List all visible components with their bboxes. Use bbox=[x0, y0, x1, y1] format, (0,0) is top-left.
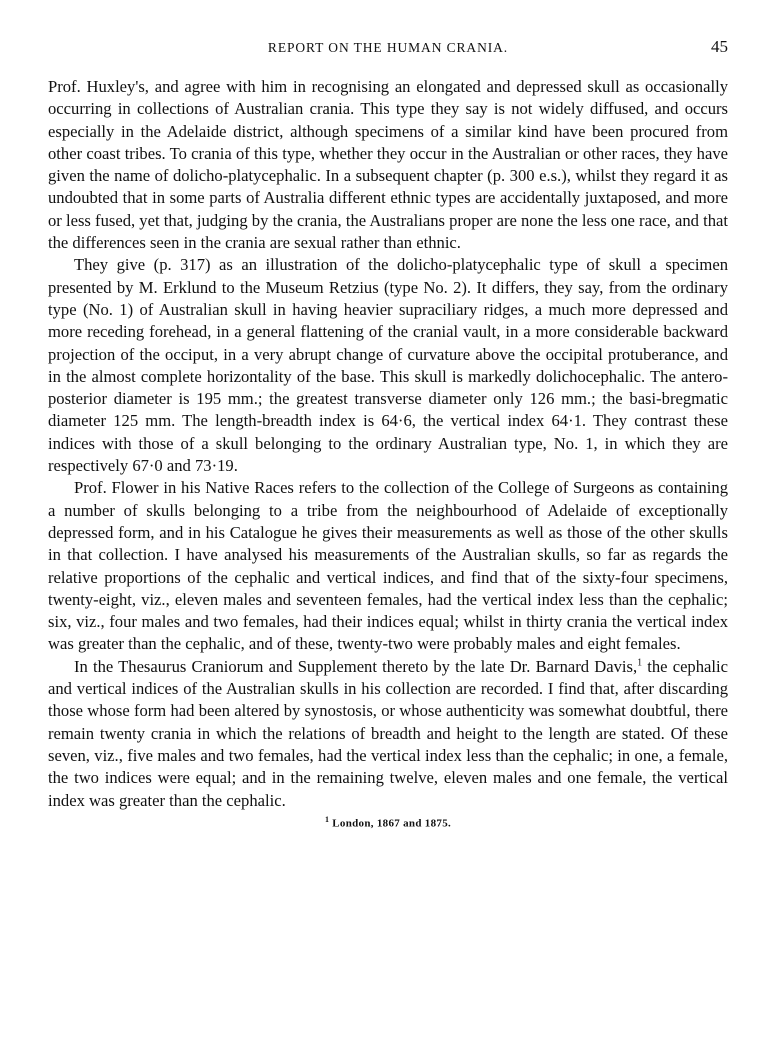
paragraph-text: They give (p. 317) as an illustration of the dolicho-platycephalic type of skull a specimen presented by M. Erklund to the Museum Retzius (type No. 2). It differs, they say, from the ordinary type (No. 1) of Australian skull in having heavier supraciliary ridges, a much more depressed and more receding forehead, in a general flattening of the cranial vault, in a more considerable backward projection of the occiput, in a very abrupt change of curvature above the occipital protuberance, and in the almost complete horizontality of the base. This skull is markedly dolichocephalic. The antero-posterior diameter is 195 mm.; the greatest transverse diameter only 126 mm.; the basi-bregmatic diameter 125 mm. The length-breadth index is 64·6, the vertical index 64·1. They contrast these indices with those of a skull belonging to the ordinary Australian type, No. 1, in which they are respectively 67·0 and 73·19. bbox=[48, 255, 728, 476]
running-title: REPORT ON THE HUMAN CRANIA. bbox=[267, 40, 509, 55]
running-head bbox=[48, 37, 728, 62]
book-page bbox=[48, 37, 728, 830]
paragraph-text-continued: the cephalic and vertical indices of the Australian skulls in his collection are recorded. I find that, after discarding those whose form had been altered by synostosis, or whose authenticity was somewhat doubtful, there remain twenty crania in which the relations of breadth and height to the length are stated. Of these seven, viz., five males and two females, had the vertical index less than the cephalic; in one, a female, the two indices were equal; and in the remaining twelve, eleven males and one female, the vertical index was greater than the cephalic. bbox=[48, 656, 728, 810]
footnote-mark: 1 bbox=[324, 814, 330, 824]
footnote-text: London, 1867 and 1875. bbox=[332, 817, 452, 830]
footnote bbox=[48, 815, 728, 830]
paragraph bbox=[48, 477, 728, 655]
paragraph bbox=[48, 254, 728, 477]
page-number: 45 bbox=[711, 37, 728, 56]
paragraph-text: In the Thesaurus Craniorum and Supplement thereto by the late Dr. Barnard Davis, bbox=[74, 656, 638, 676]
body-text bbox=[48, 76, 728, 812]
paragraph bbox=[48, 76, 728, 254]
paragraph bbox=[48, 656, 728, 812]
paragraph-text: Prof. Huxley's, and agree with him in recognising an elongated and depressed skull as occasionally occurring in collections of Australian crania. This type they say is not widely diffused, and occurs especially in the Adelaide district, although specimens of a similar kind have been procured from other coast tribes. To crania of this type, whether they occur in the Australian or other races, they have given the name of dolicho-platycephalic. In a subsequent chapter (p. 300 e.s.), whilst they regard it as undoubted that in some parts of Australia different ethnic types are accidentally juxtaposed, and more or less fused, yet that, judging by the crania, the Australians proper are none the less one race, and that the differences seen in the crania are sexual rather than ethnic. bbox=[48, 77, 728, 253]
footnote-reference: 1 bbox=[637, 657, 643, 669]
paragraph-text: Prof. Flower in his Native Races refers to the collection of the College of Surgeons as containing a number of skulls belonging to a tribe from the neighbourhood of Adelaide of exceptionally depressed form, and in his Catalogue he gives their measurements as well as those of the other skulls in that collection. I have analysed his measurements of the Australian skulls, so far as regards the relative proportions of the cephalic and vertical indices, and find that of the sixty-four specimens, twenty-eight, viz., eleven males and seventeen females, had the vertical index less than the cephalic; six, viz., four males and two females, had their indices equal; whilst in thirty crania the vertical index was greater than the cephalic, and of these, twenty-two were probably males and eight females. bbox=[48, 478, 728, 654]
